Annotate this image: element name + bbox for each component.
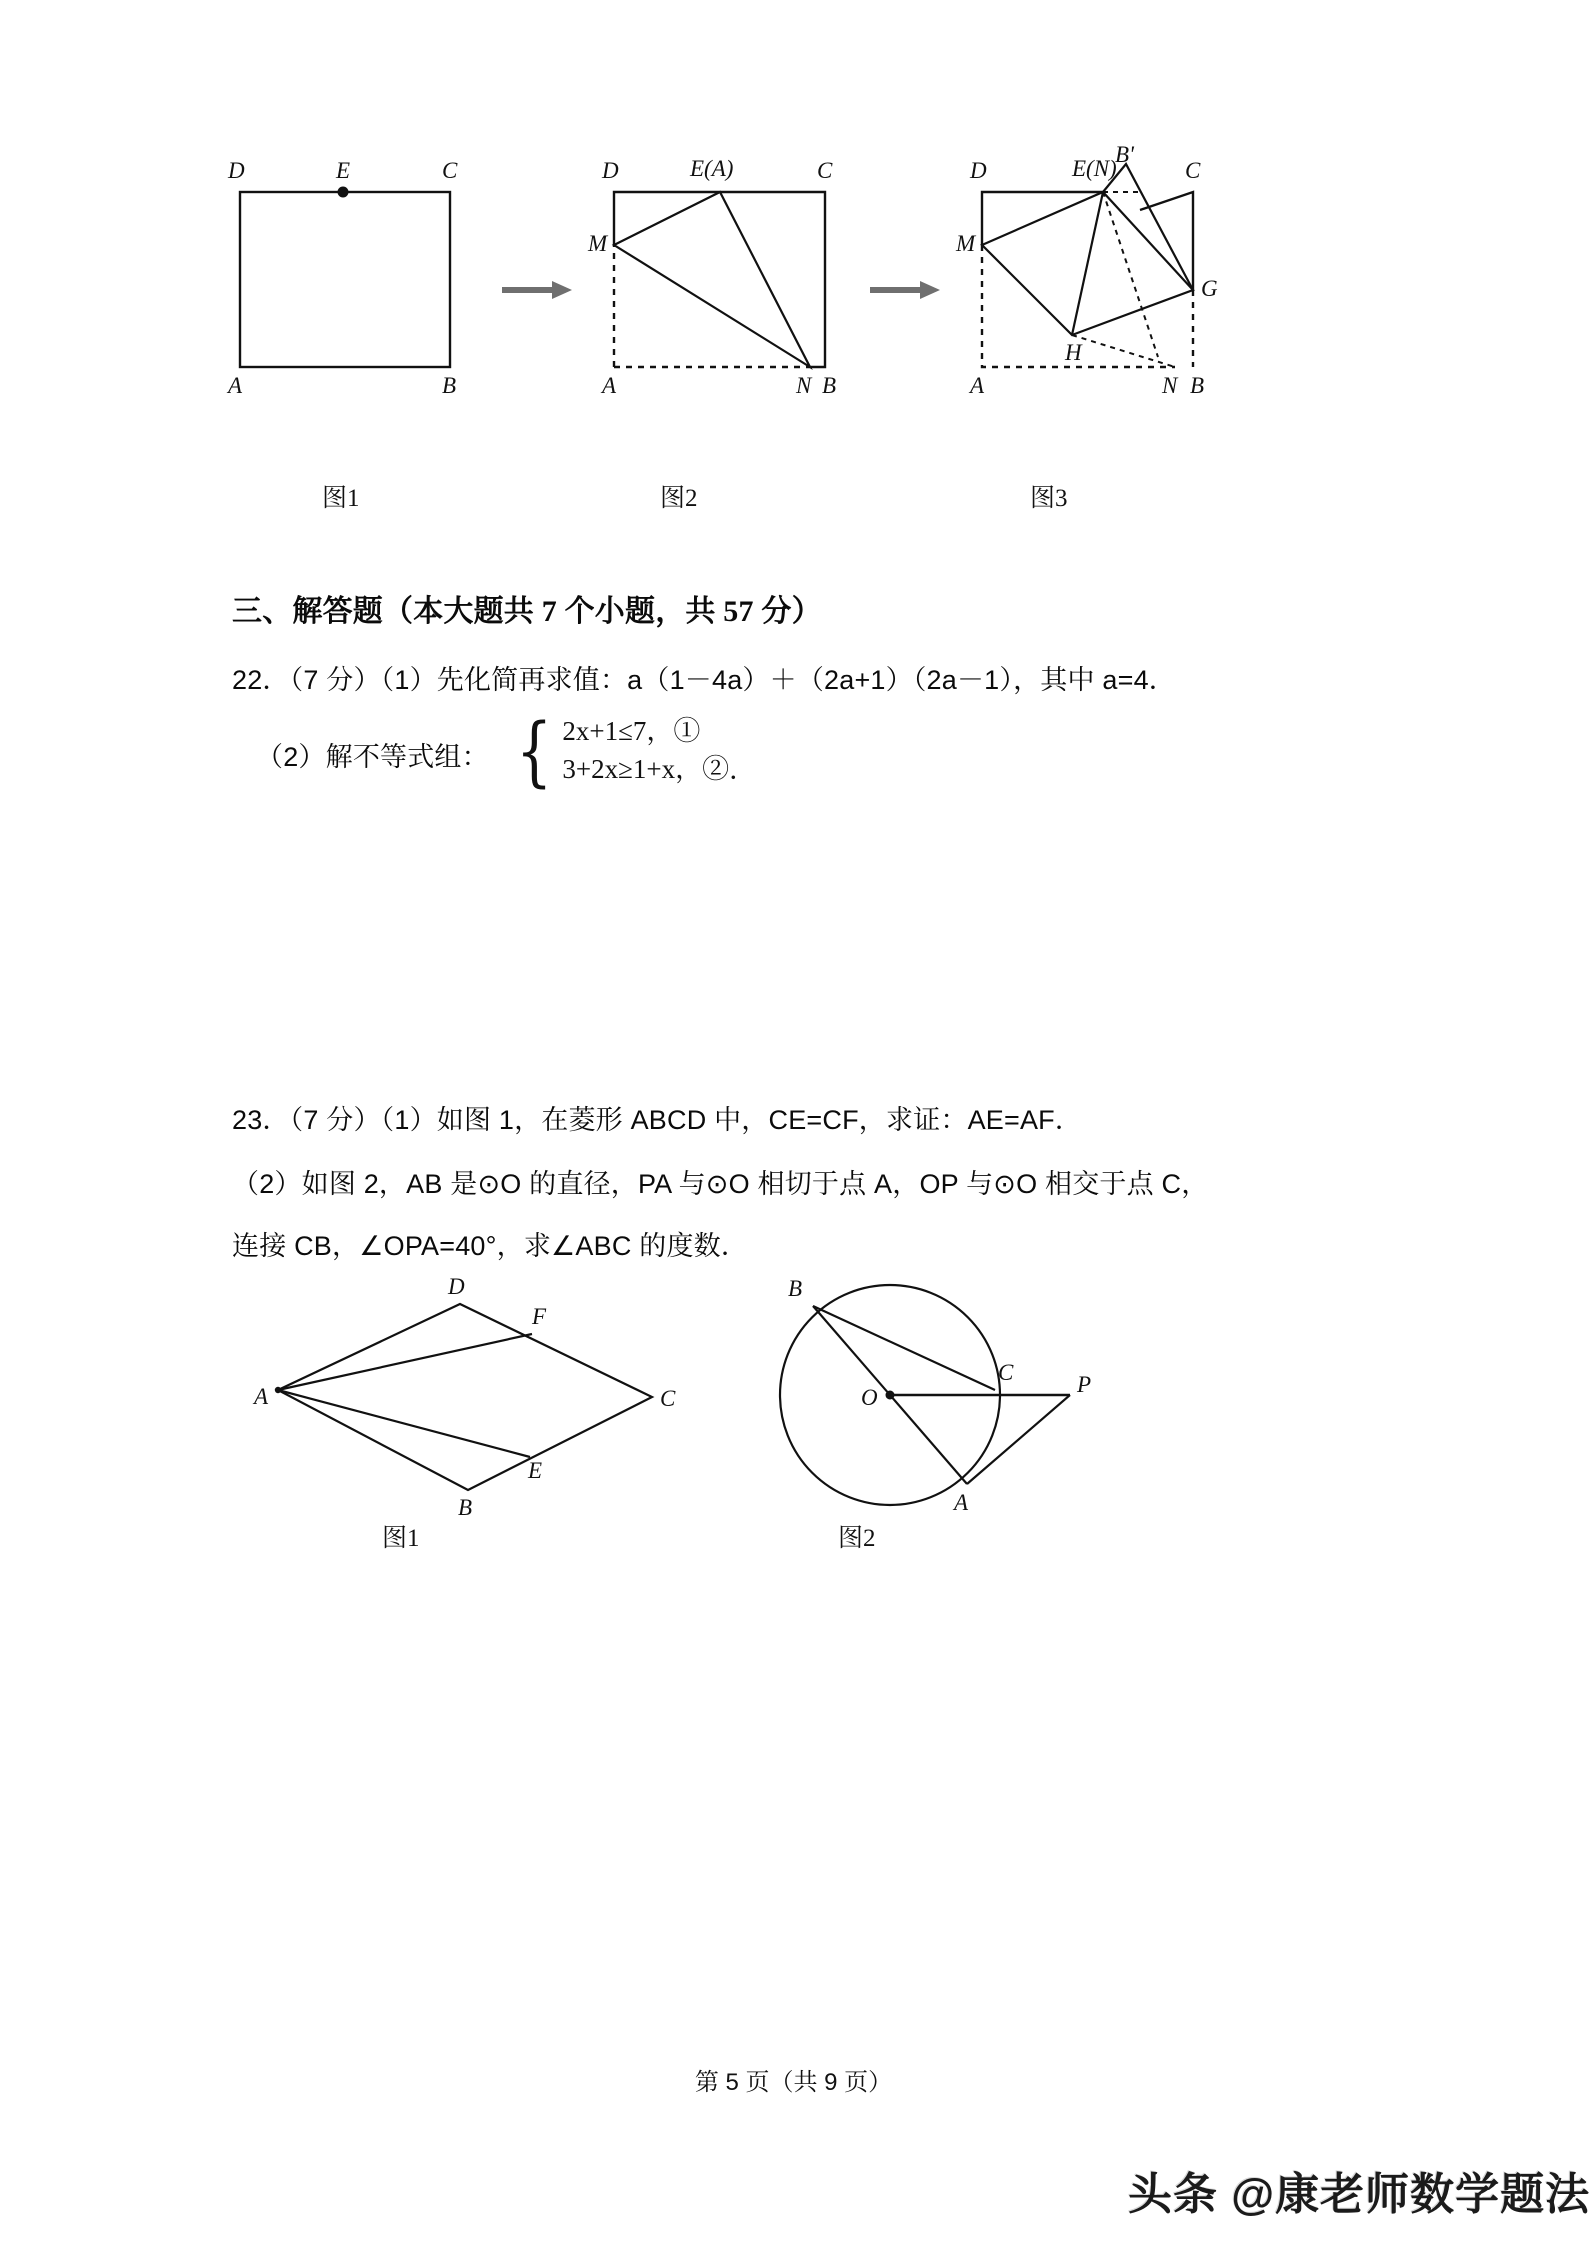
section-heading: 三、解答题（本大题共 7 个小题，共 57 分） bbox=[232, 595, 822, 628]
svg-text:C: C bbox=[817, 158, 833, 183]
inequality-row-1: 2x+1≤7，① bbox=[562, 716, 701, 746]
right-arrow-icon-2 bbox=[870, 281, 940, 299]
figure-caption-3: 图3 bbox=[1030, 485, 1068, 512]
system-brace-icon: { bbox=[516, 705, 553, 795]
question-23-line-2: （2）如图 2，AB 是⊙O 的直径，PA 与⊙O 相切于点 A，OP 与⊙O 相交于点 C， bbox=[232, 1169, 1209, 1199]
svg-text:H: H bbox=[1065, 340, 1082, 365]
question-23-line-1: 23．（7 分）（1）如图 1，在菱形 ABCD 中，CE=CF，求证：AE=AF． bbox=[232, 1105, 1083, 1135]
svg-text:C: C bbox=[660, 1386, 676, 1411]
svg-text:D: D bbox=[228, 158, 245, 183]
svg-text:D: D bbox=[448, 1274, 465, 1299]
right-arrow-icon-1 bbox=[502, 281, 572, 299]
svg-text:P: P bbox=[1077, 1372, 1092, 1397]
question-23-figure-caption-2: 图2 bbox=[838, 1525, 876, 1552]
page-footer: 第 5 页（共 9 页） bbox=[694, 2069, 893, 2096]
svg-text:B: B bbox=[458, 1495, 473, 1520]
top-figure-group bbox=[210, 142, 1240, 398]
svg-text:G: G bbox=[1201, 276, 1218, 301]
svg-text:B: B bbox=[442, 373, 457, 398]
svg-text:C: C bbox=[1185, 158, 1201, 183]
svg-text:A: A bbox=[254, 1384, 269, 1409]
svg-text:F: F bbox=[532, 1304, 547, 1329]
svg-text:C: C bbox=[998, 1360, 1014, 1385]
svg-text:N: N bbox=[796, 373, 812, 398]
svg-text:B': B' bbox=[1115, 142, 1134, 167]
question-23-figure-2-circle bbox=[740, 1262, 1140, 1552]
question-22-inequality-system bbox=[510, 705, 757, 795]
svg-text:M: M bbox=[956, 231, 976, 256]
svg-text:B: B bbox=[1190, 373, 1205, 398]
svg-text:N: N bbox=[1162, 373, 1178, 398]
question-22-line-2-prefix: （2）解不等式组： bbox=[256, 742, 489, 772]
svg-text:A: A bbox=[970, 373, 985, 398]
inequality-row-2: 3+2x≥1+x，② bbox=[562, 754, 730, 785]
svg-text:B: B bbox=[788, 1276, 803, 1301]
svg-text:E(A): E(A) bbox=[690, 156, 734, 181]
figure-2-fold-one bbox=[587, 156, 836, 398]
svg-text:A: A bbox=[228, 373, 243, 398]
svg-text:D: D bbox=[970, 158, 987, 183]
question-23-figure-caption-1: 图1 bbox=[382, 1525, 420, 1552]
figure-1-square bbox=[226, 158, 458, 398]
question-22-line-1: 22．（7 分）（1）先化简再求值：a（1－4a）＋（2a+1）（2a－1），其中 a=4． bbox=[232, 665, 1176, 695]
watermark-label: 头条 @康老师数学题法 bbox=[1128, 2170, 1590, 2219]
figure-3-fold-two bbox=[955, 142, 1218, 398]
svg-text:M: M bbox=[588, 231, 608, 256]
svg-text:E: E bbox=[528, 1458, 543, 1483]
svg-text:A: A bbox=[954, 1490, 969, 1515]
svg-text:A: A bbox=[602, 373, 617, 398]
inequality-tail-period: ． bbox=[729, 754, 757, 785]
svg-text:B: B bbox=[822, 373, 837, 398]
svg-text:C: C bbox=[442, 158, 458, 183]
question-23-figure-1-rhombus bbox=[230, 1272, 710, 1542]
svg-text:D: D bbox=[602, 158, 619, 183]
figure-caption-1: 图1 bbox=[322, 485, 360, 512]
figure-caption-2: 图2 bbox=[660, 485, 698, 512]
svg-text:E(N): E(N) bbox=[1072, 156, 1117, 181]
question-23-line-3: 连接 CB，∠OPA=40°，求∠ABC 的度数． bbox=[232, 1231, 749, 1261]
svg-text:O: O bbox=[861, 1385, 878, 1410]
svg-text:E: E bbox=[336, 158, 351, 183]
